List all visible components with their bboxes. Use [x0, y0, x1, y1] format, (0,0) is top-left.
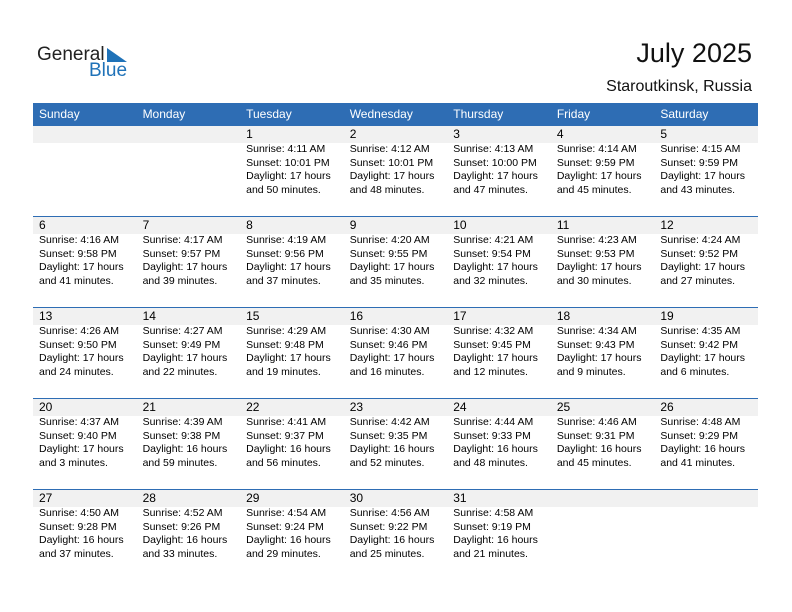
sunrise-text: Sunrise: 4:23 AM: [556, 234, 637, 246]
day-cell: [240, 399, 344, 470]
sunrise-text: Sunrise: 4:26 AM: [39, 325, 119, 337]
sunrise-text: Sunrise: 4:39 AM: [142, 416, 223, 428]
brand-logo: [37, 44, 137, 80]
day-number: 5: [660, 127, 668, 141]
day-number: 23: [349, 400, 364, 414]
sunset-text: Sunset: 9:28 PM: [39, 520, 117, 533]
daylight-hours-text: Daylight: 17 hours: [556, 170, 642, 182]
day-number: 28: [142, 491, 156, 505]
day-number: 24: [453, 400, 467, 414]
day-cell: [137, 490, 241, 561]
daylight-hours-text: Daylight: 17 hours: [246, 261, 331, 273]
sunrise-text: Sunrise: 4:27 AM: [142, 325, 223, 337]
daylight-hours-text: Daylight: 16 hours: [349, 534, 435, 546]
sunset-text: Sunset: 9:46 PM: [349, 338, 428, 351]
sunset-text: Sunset: 10:00 PM: [453, 156, 537, 169]
daylight-hours-text: Daylight: 17 hours: [349, 261, 435, 273]
daylight-minutes-text: and 30 minutes.: [556, 274, 632, 287]
sunset-text: Sunset: 9:54 PM: [453, 247, 531, 260]
sunrise-text: Sunrise: 4:35 AM: [660, 325, 741, 337]
daylight-minutes-text: and 32 minutes.: [453, 274, 528, 287]
logo-text-blue: Blue: [89, 60, 128, 81]
day-cell: [654, 308, 758, 379]
sunrise-text: Sunrise: 4:29 AM: [246, 325, 327, 337]
sunset-text: Sunset: 9:45 PM: [453, 338, 531, 351]
daylight-minutes-text: and 48 minutes.: [349, 183, 425, 196]
day-number: 2: [349, 127, 357, 141]
sunrise-text: Sunrise: 4:56 AM: [349, 507, 430, 519]
day-cell: [447, 399, 551, 470]
sunrise-text: Sunrise: 4:19 AM: [246, 234, 327, 246]
day-number: 29: [246, 491, 260, 505]
daylight-hours-text: Daylight: 17 hours: [660, 352, 746, 364]
sunset-text: Sunset: 9:48 PM: [246, 338, 324, 351]
daylight-minutes-text: and 12 minutes.: [453, 365, 528, 378]
day-number: 13: [39, 309, 53, 323]
daylight-hours-text: Daylight: 16 hours: [246, 534, 331, 546]
sunset-text: Sunset: 9:43 PM: [556, 338, 635, 351]
daylight-minutes-text: and 45 minutes.: [556, 183, 632, 196]
sunset-text: Sunset: 9:49 PM: [142, 338, 221, 351]
daylight-hours-text: Daylight: 17 hours: [453, 261, 538, 273]
day-cell: [240, 308, 344, 379]
day-number: 4: [556, 127, 564, 141]
sunrise-text: Sunrise: 4:16 AM: [39, 234, 119, 246]
day-number: 15: [246, 309, 260, 323]
daylight-minutes-text: and 39 minutes.: [142, 274, 218, 287]
day-number: 20: [39, 400, 53, 414]
daylight-minutes-text: and 35 minutes.: [349, 274, 425, 287]
daylight-hours-text: Daylight: 17 hours: [556, 352, 642, 364]
day-cell: [240, 126, 344, 197]
sunset-text: Sunset: 9:59 PM: [660, 156, 739, 169]
daylight-hours-text: Daylight: 17 hours: [246, 170, 331, 182]
daylight-hours-text: Daylight: 16 hours: [660, 443, 746, 455]
day-cell: [137, 126, 241, 197]
day-number: 16: [349, 309, 364, 323]
week-row: [33, 489, 758, 580]
daylight-minutes-text: and 3 minutes.: [39, 456, 108, 469]
day-number: 1: [246, 127, 253, 141]
week-row: [33, 307, 758, 398]
sunset-text: Sunset: 10:01 PM: [349, 156, 434, 169]
daylight-hours-text: Daylight: 17 hours: [660, 261, 746, 273]
day-cell: [447, 126, 551, 197]
day-cell: [344, 490, 448, 561]
day-cell: [654, 490, 758, 561]
day-cell: [137, 308, 241, 379]
day-number: 10: [453, 218, 467, 232]
sunset-text: Sunset: 9:53 PM: [556, 247, 635, 260]
day-number: 25: [556, 400, 571, 414]
daylight-hours-text: Daylight: 17 hours: [39, 352, 124, 364]
day-cell: [447, 490, 551, 561]
sunset-text: Sunset: 9:57 PM: [142, 247, 221, 260]
sunset-text: Sunset: 9:26 PM: [142, 520, 221, 533]
sunrise-text: Sunrise: 4:17 AM: [142, 234, 223, 246]
day-number: 27: [39, 491, 53, 505]
sunset-text: Sunset: 9:35 PM: [349, 429, 428, 442]
sunrise-text: Sunrise: 4:37 AM: [39, 416, 119, 428]
sunset-text: Sunset: 9:58 PM: [39, 247, 117, 260]
day-number: [557, 490, 655, 507]
day-cell: [240, 217, 344, 288]
daylight-minutes-text: and 19 minutes.: [246, 365, 321, 378]
week-row: [33, 126, 758, 216]
daylight-minutes-text: and 50 minutes.: [246, 183, 321, 196]
daylight-hours-text: Daylight: 17 hours: [453, 352, 538, 364]
sunrise-text: Sunrise: 4:50 AM: [39, 507, 119, 519]
day-number: 9: [349, 218, 357, 232]
weekday-monday: Monday: [142, 107, 186, 121]
sunrise-text: Sunrise: 4:42 AM: [349, 416, 430, 428]
sunrise-text: Sunrise: 4:20 AM: [349, 234, 430, 246]
sunset-text: Sunset: 9:22 PM: [349, 520, 428, 533]
day-cell: [33, 126, 137, 197]
day-number: 7: [142, 218, 150, 232]
day-cell: [33, 308, 137, 379]
daylight-minutes-text: and 6 minutes.: [660, 365, 730, 378]
sunrise-text: Sunrise: 4:32 AM: [453, 325, 534, 337]
daylight-hours-text: Daylight: 17 hours: [246, 352, 331, 364]
daylight-minutes-text: and 41 minutes.: [39, 274, 114, 287]
daylight-minutes-text: and 22 minutes.: [142, 365, 218, 378]
week-row: [33, 216, 758, 307]
daylight-minutes-text: and 37 minutes.: [246, 274, 321, 287]
sunset-text: Sunset: 9:40 PM: [39, 429, 117, 442]
sunrise-text: Sunrise: 4:24 AM: [660, 234, 741, 246]
sunrise-text: Sunrise: 4:11 AM: [246, 143, 326, 155]
day-number: 31: [453, 491, 467, 505]
daylight-hours-text: Daylight: 17 hours: [349, 352, 435, 364]
sunrise-text: Sunrise: 4:41 AM: [246, 416, 327, 428]
day-number: 26: [660, 400, 674, 414]
day-number: 11: [556, 218, 570, 232]
daylight-minutes-text: and 27 minutes.: [660, 274, 736, 287]
day-number: [660, 490, 758, 507]
daylight-hours-text: Daylight: 16 hours: [556, 443, 642, 455]
sunrise-text: Sunrise: 4:14 AM: [556, 143, 637, 155]
day-cell: [654, 399, 758, 470]
day-number: 6: [39, 218, 46, 232]
location-label: Staroutkinsk, Russia: [606, 78, 752, 95]
day-number: 12: [660, 218, 674, 232]
day-cell: [344, 308, 448, 379]
day-number: 21: [142, 400, 156, 414]
week-row: [33, 398, 758, 489]
day-cell: [33, 217, 137, 288]
weekday-wednesday: Wednesday: [349, 107, 413, 121]
sunset-text: Sunset: 9:19 PM: [453, 520, 531, 533]
daylight-hours-text: Daylight: 17 hours: [39, 261, 124, 273]
day-number: 3: [453, 127, 460, 141]
day-number: 14: [142, 309, 156, 323]
sunrise-text: Sunrise: 4:46 AM: [556, 416, 637, 428]
day-cell: [551, 126, 655, 197]
daylight-minutes-text: and 41 minutes.: [660, 456, 736, 469]
weeks-container: [33, 126, 758, 580]
sunset-text: Sunset: 9:55 PM: [349, 247, 428, 260]
daylight-minutes-text: and 59 minutes.: [142, 456, 218, 469]
daylight-minutes-text: and 45 minutes.: [556, 456, 632, 469]
daylight-minutes-text: and 29 minutes.: [246, 547, 321, 560]
day-number: 19: [660, 309, 674, 323]
sunset-text: Sunset: 9:42 PM: [660, 338, 739, 351]
daylight-minutes-text: and 37 minutes.: [39, 547, 114, 560]
day-cell: [344, 126, 448, 197]
daylight-hours-text: Daylight: 17 hours: [349, 170, 435, 182]
day-cell: [447, 217, 551, 288]
sunrise-text: Sunrise: 4:12 AM: [349, 143, 430, 155]
day-number: 17: [453, 309, 467, 323]
day-number: 18: [556, 309, 571, 323]
sunrise-text: Sunrise: 4:58 AM: [453, 507, 534, 519]
sunset-text: Sunset: 9:31 PM: [556, 429, 635, 442]
sunset-text: Sunset: 9:56 PM: [246, 247, 324, 260]
daylight-minutes-text: and 47 minutes.: [453, 183, 528, 196]
day-cell: [551, 308, 655, 379]
sunrise-text: Sunrise: 4:15 AM: [660, 143, 741, 155]
day-cell: [654, 126, 758, 197]
sunset-text: Sunset: 9:29 PM: [660, 429, 739, 442]
sunset-text: Sunset: 9:37 PM: [246, 429, 324, 442]
day-cell: [551, 217, 655, 288]
daylight-minutes-text: and 33 minutes.: [142, 547, 218, 560]
daylight-hours-text: Daylight: 17 hours: [142, 352, 228, 364]
sunrise-text: Sunrise: 4:52 AM: [142, 507, 223, 519]
sunrise-text: Sunrise: 4:21 AM: [453, 234, 534, 246]
sunset-text: Sunset: 9:50 PM: [39, 338, 117, 351]
daylight-minutes-text: and 56 minutes.: [246, 456, 321, 469]
sunset-text: Sunset: 9:38 PM: [142, 429, 221, 442]
daylight-minutes-text: and 52 minutes.: [349, 456, 425, 469]
logo-text-general: General: [37, 44, 105, 65]
day-cell: [551, 490, 655, 561]
day-cell: [33, 490, 137, 561]
daylight-hours-text: Daylight: 16 hours: [453, 443, 538, 455]
weekday-saturday: Saturday: [660, 107, 709, 121]
daylight-hours-text: Daylight: 17 hours: [660, 170, 746, 182]
daylight-hours-text: Daylight: 16 hours: [142, 443, 228, 455]
sunrise-text: Sunrise: 4:13 AM: [453, 143, 534, 155]
sunrise-text: Sunrise: 4:44 AM: [453, 416, 534, 428]
sunset-text: Sunset: 9:52 PM: [660, 247, 739, 260]
day-cell: [654, 217, 758, 288]
sunset-text: Sunset: 9:24 PM: [246, 520, 324, 533]
daylight-minutes-text: and 48 minutes.: [453, 456, 528, 469]
daylight-minutes-text: and 21 minutes.: [453, 547, 528, 560]
weekday-friday: Friday: [556, 107, 591, 121]
sunrise-text: Sunrise: 4:34 AM: [556, 325, 637, 337]
daylight-minutes-text: and 24 minutes.: [39, 365, 114, 378]
daylight-hours-text: Daylight: 16 hours: [142, 534, 228, 546]
daylight-hours-text: Daylight: 16 hours: [246, 443, 331, 455]
weekday-sunday: Sunday: [39, 107, 80, 121]
daylight-hours-text: Daylight: 17 hours: [39, 443, 124, 455]
daylight-minutes-text: and 43 minutes.: [660, 183, 736, 196]
daylight-hours-text: Daylight: 16 hours: [453, 534, 538, 546]
day-cell: [137, 217, 241, 288]
day-cell: [33, 399, 137, 470]
weekday-thursday: Thursday: [453, 107, 504, 121]
day-cell: [447, 308, 551, 379]
daylight-minutes-text: and 16 minutes.: [349, 365, 425, 378]
sunrise-text: Sunrise: 4:30 AM: [349, 325, 430, 337]
sunset-text: Sunset: 9:33 PM: [453, 429, 531, 442]
page-title: July 2025: [636, 38, 752, 68]
day-cell: [551, 399, 655, 470]
day-number: 30: [349, 491, 364, 505]
day-number: [143, 126, 241, 143]
day-cell: [344, 399, 448, 470]
weekday-tuesday: Tuesday: [246, 107, 292, 121]
daylight-minutes-text: and 25 minutes.: [349, 547, 425, 560]
daylight-minutes-text: and 9 minutes.: [556, 365, 626, 378]
sunrise-text: Sunrise: 4:48 AM: [660, 416, 741, 428]
day-number: 8: [246, 218, 253, 232]
daylight-hours-text: Daylight: 17 hours: [453, 170, 538, 182]
sunset-text: Sunset: 9:59 PM: [556, 156, 635, 169]
day-cell: [137, 399, 241, 470]
day-cell: [240, 490, 344, 561]
day-number: [39, 126, 137, 143]
calendar-grid: [33, 103, 758, 580]
daylight-hours-text: Daylight: 16 hours: [349, 443, 435, 455]
day-number: 22: [246, 400, 260, 414]
daylight-hours-text: Daylight: 16 hours: [39, 534, 124, 546]
day-cell: [344, 217, 448, 288]
daylight-hours-text: Daylight: 17 hours: [556, 261, 642, 273]
sunrise-text: Sunrise: 4:54 AM: [246, 507, 327, 519]
sunset-text: Sunset: 10:01 PM: [246, 156, 330, 169]
daylight-hours-text: Daylight: 17 hours: [142, 261, 228, 273]
weekday-header: [33, 103, 758, 126]
